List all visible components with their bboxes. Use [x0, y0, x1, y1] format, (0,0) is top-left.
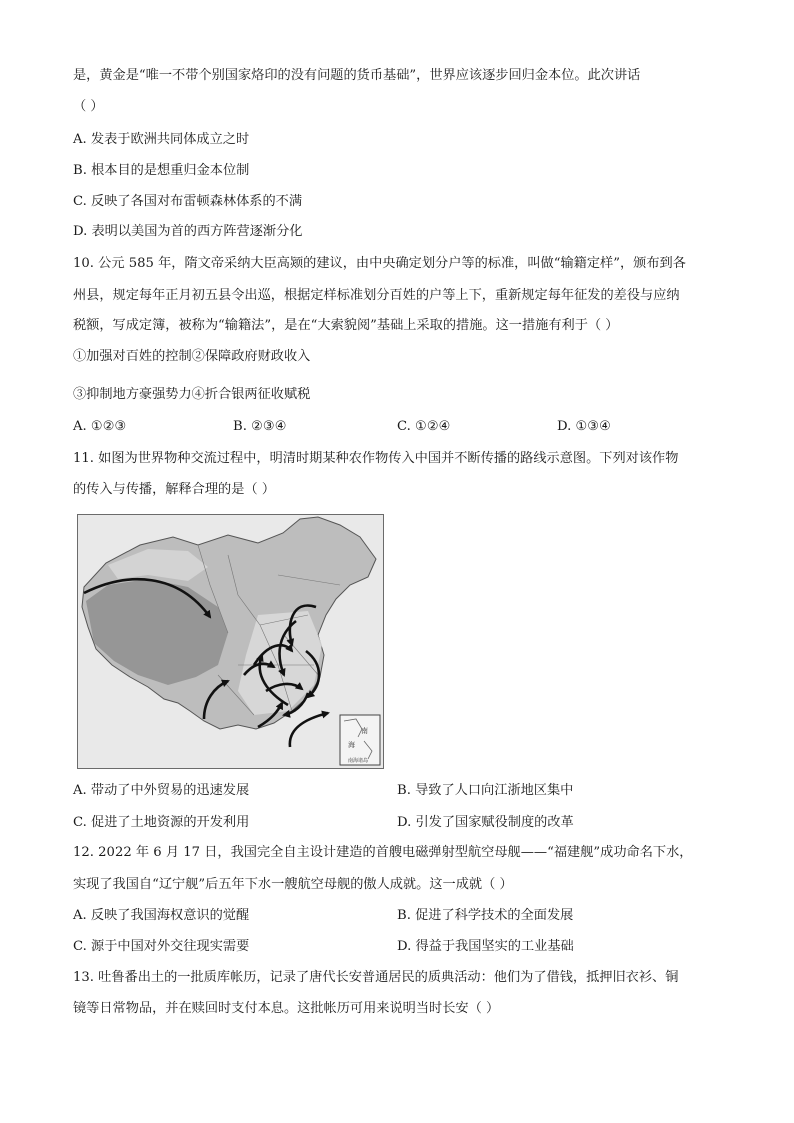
- q9-option-c: C. 反映了各国对布雷顿森林体系的不满: [73, 194, 303, 209]
- q11-option-c: C. 促进了土地资源的开发利用: [73, 815, 250, 830]
- q10-option-d: D. ①③④: [557, 419, 611, 434]
- q11-stem-line-1: 11. 如图为世界物种交流过程中，明清时期某种农作物传入中国并不断传播的路线示意图。下列对该作物: [73, 451, 679, 466]
- q11-stem-line-2: 的传入与传播，解释合理的是（ ）: [73, 482, 276, 497]
- south-china-sea-inset: [340, 715, 380, 765]
- q10-items-line-1: ①加强对百姓的控制②保障政府财政收入: [73, 349, 311, 364]
- q11-option-a: A. 带动了中外贸易的迅速发展: [73, 783, 250, 798]
- q12-option-c: C. 源于中国对外交往现实需要: [73, 939, 250, 954]
- q13-stem-line-2: 镜等日常物品，并在赎回时支付本息。这批帐历可用来说明当时长安（ ）: [73, 1001, 500, 1016]
- q10-option-c: C. ①②④: [397, 419, 451, 434]
- q12-stem-line-1: 12. 2022 年 6 月 17 日，我国完全自主设计建造的首艘电磁弹射型航空母舰——“福建舰”成功命名下水，: [73, 845, 693, 860]
- q13-stem-line-1: 13. 吐鲁番出土的一批质库帐历，记录了唐代长安普通居民的质典活动：他们为了借钱，抵押旧衣衫、铜: [73, 970, 679, 985]
- q9-stem-line: 是，黄金是“唯一不带个别国家烙印的没有问题的货币基础”，世界应该逐步回归金本位。此次讲话: [73, 68, 641, 83]
- crop-spread-route-map: [77, 514, 384, 769]
- q12-option-b: B. 促进了科学技术的全面发展: [397, 908, 574, 923]
- q9-option-d: D. 表明以美国为首的西方阵营逐渐分化: [73, 224, 303, 239]
- q9-option-b: B. 根本目的是想重归金本位制: [73, 163, 250, 178]
- q11-option-d: D. 引发了国家赋役制度的改革: [397, 815, 574, 830]
- q10-stem-line-2: 州县，规定每年正月初五县令出巡，根据定样标准划分百姓的户等上下，重新规定每年征发的差役与应纳: [73, 288, 680, 303]
- q9-option-a: A. 发表于欧洲共同体成立之时: [73, 132, 250, 147]
- inset-label-2: 海: [348, 741, 355, 749]
- inset-label-1: 南: [361, 727, 368, 735]
- q10-option-b: B. ②③④: [233, 419, 287, 434]
- q10-items-line-2: ③抑制地方豪强势力④折合银两征收赋税: [73, 387, 311, 402]
- q12-option-a: A. 反映了我国海权意识的觉醒: [73, 908, 250, 923]
- inset-label-3: 南海诸岛: [348, 758, 369, 764]
- q10-stem-line-3: 税额，写成定簿，被称为“输籍法”，是在“大索貌阅”基础上采取的措施。这一措施有利于（ ）: [73, 318, 619, 333]
- q12-option-d: D. 得益于我国坚实的工业基础: [397, 939, 574, 954]
- q10-stem-line-1: 10. 公元 585 年，隋文帝采纳大臣高颎的建议，由中央确定划分户等的标准，叫做“输籍定样”，颁布到各: [73, 256, 686, 271]
- q10-option-a: A. ①②③: [73, 419, 127, 434]
- q9-answer-paren: （ ）: [73, 99, 104, 114]
- q11-option-b: B. 导致了人口向江浙地区集中: [397, 783, 574, 798]
- q12-stem-line-2: 实现了我国自“辽宁舰”后五年下水一艘航空母舰的傲人成就。这一成就（ ）: [73, 877, 513, 892]
